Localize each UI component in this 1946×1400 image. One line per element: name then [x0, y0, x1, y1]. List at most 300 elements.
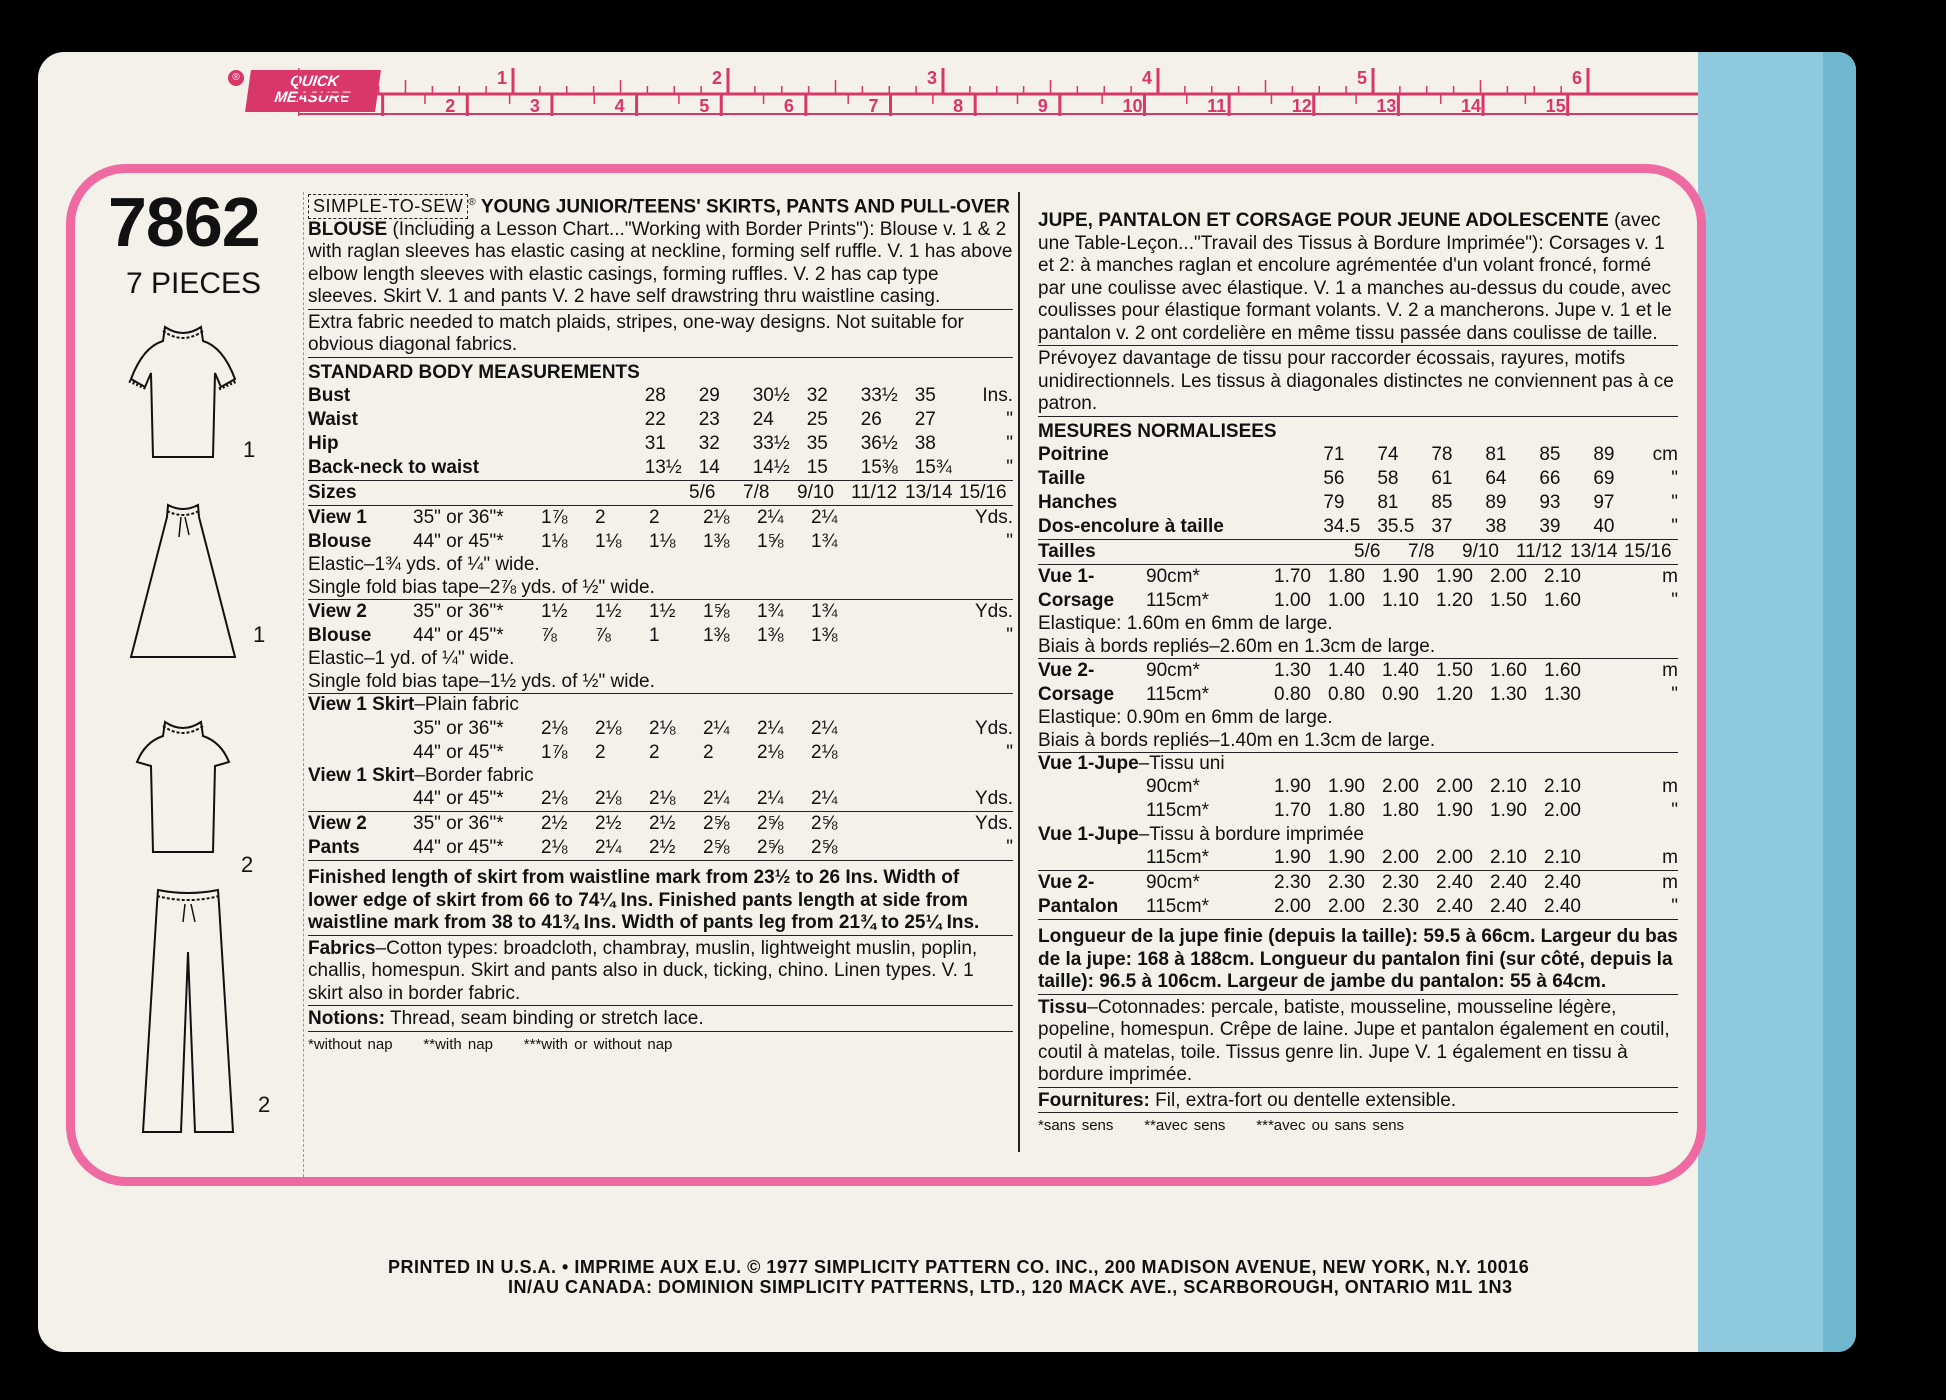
size-value: 1⅜ — [703, 531, 730, 553]
fabric-width: 115cm* — [1146, 589, 1210, 611]
size-value: 1⅞ — [541, 507, 568, 529]
fr-yardage-tables — [1038, 443, 1678, 920]
size-value: 2¼ — [595, 837, 622, 859]
ruler-cm-label: 1 — [360, 96, 371, 116]
size-value: 1.40 — [1382, 659, 1419, 681]
size-value: 1.80 — [1328, 800, 1365, 822]
size-value: 32 — [698, 433, 720, 455]
size-value: 2⅛ — [595, 788, 622, 810]
size-value: 2 — [703, 741, 714, 763]
blouse-view1-sketch — [123, 317, 243, 467]
size-value: 1.90 — [1382, 565, 1419, 587]
size-value: 2.10 — [1490, 776, 1527, 798]
size-value: 23 — [698, 409, 720, 431]
size-value: 2¼ — [703, 788, 730, 810]
unit: Yds. — [974, 601, 1013, 623]
size-value: 97 — [1593, 491, 1615, 513]
fabric-width: 115cm* — [1146, 846, 1210, 868]
en-description: SIMPLE-TO-SEW ® YOUNG JUNIOR/TEENS' SKIRTS, PANTS AND PULL-OVER BLOUSE (Including a Lesson Chart..."Working with Border Prints"): Blouse v. 1 & 2 with raglan sleeves has elastic casing at neckline, forming self ruffle. V. 1 has above elbow length sleeves with elastic casings, forming ruffles. V. 2 has cap type sleeves. Skirt V. 1 and pants V. 2 have self drawstring thru waistline casing. — [308, 192, 1013, 310]
size-header: 9/10 — [797, 482, 834, 504]
size-value: 2¼ — [757, 788, 784, 810]
row-label — [308, 741, 413, 765]
pants-view2-sketch — [133, 882, 243, 1142]
en-view2_blouse — [308, 600, 1013, 694]
unit: " — [1671, 515, 1678, 537]
fr-extra-fabric: Prévoyez davantage de tissu pour raccorder écossais, rayures, motifs unidirectionnels. Les tissus à diagonales distinctes ne conviennent pas à ce patron. — [1038, 348, 1678, 417]
table-row — [308, 717, 1013, 741]
size-value: 93 — [1539, 491, 1561, 513]
unit: " — [1671, 589, 1678, 611]
size-value: 2⅛ — [541, 717, 568, 739]
size-value: 1.00 — [1274, 589, 1311, 611]
fr-footnotes — [1038, 1115, 1678, 1138]
english-column — [308, 192, 1013, 1056]
en-notions-label: Notions: — [308, 1008, 386, 1030]
size-value: 29 — [698, 385, 720, 407]
size-value: 1.90 — [1490, 800, 1527, 822]
fr-vue1_jupe_uni-table — [1038, 776, 1678, 824]
size-value: 2 — [649, 507, 660, 529]
en-notions-text: Thread, seam binding or stretch lace. — [389, 1008, 704, 1030]
fr-description-text: (avec une Table-Leçon..."Travail des Tissus à Bordure Imprimée"): Corsages v. 1 et 2: à manches raglan et encolure agrémentée d'un volant froncé, formé par une coulisse avec élastique. V. 1 a manches au-dessus du coude, avec coulisses pour élastique formant volants. V. 2 a mancherons. Jupe v. 1 et le pantalon v. 2 ont cordelière en même tissu passée dans coulisse de taille. — [1038, 210, 1672, 344]
size-value: 2.30 — [1382, 871, 1419, 893]
size-value: 2½ — [541, 813, 568, 835]
en-sizes-table — [308, 481, 1013, 505]
unit: " — [1006, 837, 1013, 859]
size-value: 2¼ — [703, 717, 730, 739]
en-title: YOUNG JUNIOR/TEENS' SKIRTS, PANTS AND PULL-OVER BLOUSE — [308, 196, 1011, 240]
size-value: 2⅛ — [703, 507, 730, 529]
size-value: 2¼ — [811, 717, 838, 739]
yardage-note: Elastic–1 yd. of ¼" wide. — [308, 648, 515, 670]
section-heading — [1038, 824, 1678, 847]
size-value: 1.50 — [1490, 589, 1527, 611]
fabric-width: 35" or 36"* — [413, 507, 504, 529]
row-label — [1038, 846, 1146, 870]
table-row — [1038, 491, 1678, 515]
size-value: 1 — [649, 625, 660, 647]
size-value: 2⅝ — [703, 837, 730, 859]
fabric-width: 44" or 45"* — [413, 625, 504, 647]
size-value: 2.00 — [1382, 846, 1419, 868]
row-label: Vue 2- — [1038, 871, 1095, 893]
en-notions — [308, 1008, 1013, 1032]
row-label: Back-neck to waist — [308, 457, 480, 479]
size-value: 1⅜ — [811, 625, 838, 647]
size-value: 2⅛ — [649, 788, 676, 810]
table-row — [1038, 443, 1678, 467]
fr-notions-text: Fil, extra-fort ou dentelle extensible. — [1155, 1089, 1457, 1111]
french-column — [1038, 210, 1678, 1138]
ruler-cm-label: 9 — [1037, 96, 1048, 116]
unit: m — [1662, 776, 1678, 798]
heading-rest: –Border fabric — [414, 764, 534, 786]
table-row — [308, 408, 1013, 432]
table-row — [1038, 776, 1678, 800]
fr-description — [1038, 210, 1678, 346]
size-value: 1.60 — [1490, 659, 1527, 681]
table-row — [308, 787, 1013, 811]
quick-measure-ruler — [298, 66, 1698, 126]
footnote: **with nap — [423, 1035, 493, 1053]
row-label: Corsage — [1038, 683, 1115, 705]
unit: m — [1662, 871, 1678, 893]
unit: " — [1671, 895, 1678, 917]
blouse-view2-sketch — [123, 712, 243, 862]
ruler-cm-label: 11 — [1207, 96, 1227, 116]
size-value: 36½ — [860, 433, 898, 455]
size-value: 33½ — [752, 433, 790, 455]
size-value: 1⅛ — [541, 531, 568, 553]
registered-mark: ® — [228, 70, 244, 86]
size-value: 78 — [1431, 443, 1453, 465]
unit: Yds. — [974, 717, 1013, 739]
size-header: 9/10 — [1462, 540, 1499, 562]
size-value: 69 — [1593, 467, 1615, 489]
table-row — [308, 812, 1013, 836]
size-value: 38 — [914, 433, 936, 455]
table-row — [308, 384, 1013, 408]
size-value: 79 — [1323, 491, 1345, 513]
size-value: 2⅝ — [757, 813, 784, 835]
unit: " — [1006, 457, 1013, 479]
unit: " — [1006, 741, 1013, 763]
size-value: 2.00 — [1436, 776, 1473, 798]
size-value: 2⅝ — [703, 813, 730, 835]
size-value: 2⅛ — [595, 717, 622, 739]
row-label: Corsage — [1038, 589, 1115, 611]
size-value: 2.40 — [1490, 871, 1527, 893]
table-row — [1038, 589, 1678, 613]
ruler-cm-label: 3 — [529, 96, 540, 116]
unit: Ins. — [982, 385, 1013, 407]
en-view1_skirt_plain-table — [308, 717, 1013, 765]
ruler-cm-label: 7 — [868, 96, 879, 116]
size-value: 2½ — [595, 813, 622, 835]
size-value: 1.90 — [1328, 776, 1365, 798]
en-measurements-table — [308, 384, 1013, 480]
size-value: 15 — [806, 457, 828, 479]
table-row — [1038, 565, 1678, 589]
size-value: 1.30 — [1544, 683, 1581, 705]
size-header: 11/12 — [1516, 540, 1563, 562]
column-divider — [1018, 192, 1020, 1152]
fr-notions-label: Fournitures: — [1038, 1089, 1150, 1111]
table-row — [1038, 871, 1678, 895]
heading-bold: Vue 1-Jupe — [1038, 753, 1139, 774]
size-value: 1⅝ — [703, 601, 730, 623]
fabric-width: 115cm* — [1146, 895, 1210, 917]
simple-to-sew-logo: SIMPLE-TO-SEW — [308, 194, 468, 219]
ruler-cm-label: 14 — [1461, 96, 1482, 116]
size-value: 1.40 — [1328, 659, 1365, 681]
unit: Yds. — [974, 507, 1013, 529]
size-value: 15⅜ — [860, 457, 898, 479]
size-value: 22 — [644, 409, 666, 431]
en-view2_blouse-table — [308, 600, 1013, 648]
size-value: ⅞ — [541, 625, 557, 647]
fr-sizes-table — [1038, 540, 1678, 564]
table-row — [308, 456, 1013, 480]
ruler-cm-label: 10 — [1122, 96, 1143, 116]
size-value: 2.40 — [1436, 895, 1473, 917]
row-label: View 2 — [308, 813, 367, 835]
size-value: 2.00 — [1490, 565, 1527, 587]
fabric-width: 90cm* — [1146, 659, 1200, 681]
size-value: 2.00 — [1382, 776, 1419, 798]
table-row — [308, 530, 1013, 554]
size-value: 1.30 — [1274, 659, 1311, 681]
size-value: 0.80 — [1328, 683, 1365, 705]
size-value: 24 — [752, 409, 774, 431]
size-value: 2¼ — [811, 507, 838, 529]
table-row — [308, 481, 1013, 505]
row-label: Pants — [308, 837, 360, 859]
size-value: 1⅛ — [649, 531, 676, 553]
size-value: 38 — [1485, 515, 1507, 537]
size-header: 13/14 — [1570, 540, 1618, 562]
heading-rest: –Tissu uni — [1138, 753, 1225, 774]
size-value: 2⅛ — [541, 837, 568, 859]
table-row — [1038, 895, 1678, 919]
quick-text: QUICK — [288, 73, 340, 90]
size-value: 2.30 — [1382, 895, 1419, 917]
footnote: ***avec ou sans sens — [1256, 1117, 1405, 1134]
size-value: 85 — [1431, 491, 1453, 513]
row-label — [308, 717, 413, 741]
fr-fabrics-label: Tissu — [1038, 996, 1088, 1018]
size-value: 2⅝ — [811, 813, 838, 835]
size-value: 26 — [860, 409, 882, 431]
unit: Yds. — [974, 788, 1013, 810]
en-footnotes — [308, 1034, 1013, 1057]
view-label: 2 — [258, 1092, 271, 1117]
fr-finished: Longueur de la jupe finie (depuis la taille): 59.5 à 66cm. Largeur du bas de la jupe: 168 à 188cm. Longueur du pantalon fini (sur côté, depuis la taille): 96.5 à 106cm. Largeur de jambe du pantalon: 55 à 64cm. — [1038, 926, 1678, 995]
size-value: 2.30 — [1328, 871, 1365, 893]
row-label — [308, 787, 413, 811]
size-value: 2 — [649, 741, 660, 763]
size-value: 2.00 — [1544, 800, 1581, 822]
size-value: 0.90 — [1382, 683, 1419, 705]
heading-rest: –Plain fabric — [414, 694, 519, 716]
sizes-label: Tailles — [1038, 540, 1096, 562]
ruler-cm-label: 4 — [614, 96, 625, 116]
size-value: 61 — [1431, 467, 1453, 489]
style-number: 7862 — [108, 183, 260, 261]
size-value: 13½ — [644, 457, 682, 479]
row-label: View 1 — [308, 507, 367, 529]
en-fabrics-text: –Cotton types: broadcloth, chambray, muslin, lightweight muslin, poplin, challis, homespun. Skirt and pants also in duck, ticking, chino. Linen types. V. 1 skirt also in border fabric. — [308, 937, 978, 1004]
size-value: 81 — [1377, 491, 1399, 513]
ruler-cm-label: 13 — [1376, 96, 1397, 116]
row-label: Bust — [308, 385, 351, 407]
row-label: Pantalon — [1038, 895, 1119, 917]
row-label: Vue 2- — [1038, 659, 1095, 681]
table-row — [1038, 846, 1678, 870]
size-value: 1¾ — [757, 601, 784, 623]
unit: " — [1671, 683, 1678, 705]
size-value: 2¼ — [757, 507, 784, 529]
unit: Yds. — [974, 813, 1013, 835]
ruler-cm-label: 15 — [1545, 96, 1566, 116]
size-value: 66 — [1539, 467, 1561, 489]
section-heading — [308, 694, 1013, 717]
size-value: 2⅛ — [757, 741, 784, 763]
size-value: 2½ — [649, 837, 676, 859]
en-view2_pants — [308, 812, 1013, 861]
unit: " — [1006, 433, 1013, 455]
size-value: 1.20 — [1436, 589, 1473, 611]
size-value: 31 — [644, 433, 666, 455]
heading-bold: View 1 Skirt — [308, 764, 415, 786]
size-value: 2.00 — [1274, 895, 1311, 917]
size-value: 1.80 — [1328, 565, 1365, 587]
en-yardage-tables — [308, 384, 1013, 861]
size-value: 1⅝ — [757, 531, 784, 553]
sizes-label: Sizes — [308, 482, 357, 504]
size-value: 2.10 — [1490, 846, 1527, 868]
fabric-width: 44" or 45"* — [413, 531, 504, 553]
size-value: 2 — [595, 507, 606, 529]
footer-line-2: IN/AU CANADA: DOMINION SIMPLICITY PATTERNS, LTD., 120 MACK AVE., SCARBOROUGH, ONTARIO M1L 1N3 — [508, 1277, 1513, 1297]
fabric-width: 35" or 36"* — [413, 717, 504, 739]
size-value: 1⅞ — [541, 741, 568, 763]
size-value: 34.5 — [1323, 515, 1361, 537]
table-row — [1038, 800, 1678, 824]
ruler-inch-label: 5 — [1357, 68, 1368, 88]
size-value: 2¼ — [757, 717, 784, 739]
fabric-width: 44" or 45"* — [413, 837, 504, 859]
fr-vue1_jupe_uni — [1038, 753, 1678, 824]
footnote: ***with or without nap — [523, 1035, 673, 1053]
view-label: 1 — [253, 622, 266, 647]
size-value: 1.60 — [1544, 659, 1581, 681]
blue-tape-edge — [1823, 52, 1856, 1352]
size-value: 1½ — [649, 601, 676, 623]
unit: " — [1671, 467, 1678, 489]
size-value: 2 — [595, 741, 606, 763]
yardage-note: Biais à bords repliés–2.60m en 1.3cm de large. — [1038, 635, 1436, 657]
fr-fabrics — [1038, 997, 1678, 1088]
heading-bold: Vue 1-Jupe — [1038, 823, 1139, 845]
unit: " — [1671, 800, 1678, 822]
size-value: 81 — [1485, 443, 1507, 465]
skirt-view1-sketch — [123, 497, 243, 667]
row-label: Blouse — [308, 625, 372, 647]
fabric-width: 44" or 45"* — [413, 741, 504, 763]
size-value: 74 — [1377, 443, 1399, 465]
ruler-inch-label: 1 — [497, 68, 508, 88]
table-row — [1038, 659, 1678, 683]
yardage-note: Elastique: 1.60m en 6mm de large. — [1038, 613, 1333, 634]
en-view1_skirt_plain — [308, 694, 1013, 765]
size-value: 35 — [806, 433, 828, 455]
view-label: 1 — [243, 437, 256, 462]
size-value: 1.70 — [1274, 800, 1311, 822]
size-value: 64 — [1485, 467, 1507, 489]
pieces-count: 7 PIECES — [126, 267, 262, 300]
size-value: 1.90 — [1274, 846, 1311, 868]
size-header: 15/16 — [1624, 540, 1672, 562]
table-row — [1038, 683, 1678, 707]
table-row — [1038, 467, 1678, 491]
fabric-width: 115cm* — [1146, 800, 1210, 822]
size-header: 5/6 — [689, 482, 716, 504]
size-value: 40 — [1593, 515, 1615, 537]
size-value: 2¼ — [811, 788, 838, 810]
fr-notions — [1038, 1090, 1678, 1114]
fabric-width: 35" or 36"* — [413, 601, 504, 623]
footnote: **avec sens — [1144, 1117, 1226, 1134]
size-value: 1.90 — [1274, 776, 1311, 798]
en-view1_skirt_border-table — [308, 787, 1013, 811]
size-value: 2⅛ — [541, 788, 568, 810]
section-heading — [308, 765, 1013, 788]
blue-tape — [1698, 52, 1823, 1352]
en-view1_blouse — [308, 506, 1013, 600]
size-header: 15/16 — [959, 482, 1007, 504]
ruler-inch-label: 3 — [927, 68, 938, 88]
yardage-note: Elastique: 0.90m en 6mm de large. — [1038, 707, 1333, 728]
size-value: 1.80 — [1382, 800, 1419, 822]
en-view1_blouse-table — [308, 506, 1013, 554]
row-label: Hanches — [1038, 491, 1118, 513]
printer-footer — [388, 1257, 1529, 1297]
size-value: 1.30 — [1490, 683, 1527, 705]
size-value: 89 — [1485, 491, 1507, 513]
ruler-cm-label: 5 — [699, 96, 710, 116]
size-value: 2.00 — [1436, 846, 1473, 868]
row-label: Taille — [1038, 467, 1086, 489]
heading-bold: View 1 Skirt — [308, 694, 415, 716]
size-value: 32 — [806, 385, 828, 407]
fr-measurements-table — [1038, 443, 1678, 539]
fabric-width: 44" or 45"* — [413, 788, 504, 810]
en-view1_skirt_border — [308, 765, 1013, 813]
row-label: Vue 1- — [1038, 565, 1095, 587]
table-row — [308, 432, 1013, 456]
size-value: 39 — [1539, 515, 1561, 537]
footer-line-1: PRINTED IN U.S.A. • IMPRIME AUX E.U. © 1977 SIMPLICITY PATTERN CO. INC., 200 MADISON AVENUE, NEW YORK, N.Y. 10016 — [388, 1257, 1530, 1277]
size-value: 2.10 — [1544, 776, 1581, 798]
size-value: ⅞ — [595, 625, 611, 647]
unit: m — [1662, 846, 1678, 868]
size-value: 2⅝ — [811, 837, 838, 859]
en-view2_pants-table — [308, 812, 1013, 860]
unit: " — [1006, 531, 1013, 553]
pattern-envelope-back — [38, 52, 1856, 1352]
size-value: 2⅛ — [649, 717, 676, 739]
size-value: 1.60 — [1544, 589, 1581, 611]
size-value: 89 — [1593, 443, 1615, 465]
size-header: 5/6 — [1354, 540, 1381, 562]
measure-text: MEASURE — [273, 89, 351, 106]
size-value: 35.5 — [1377, 515, 1415, 537]
size-value: 58 — [1377, 467, 1399, 489]
row-label: Waist — [308, 409, 358, 431]
size-value: 1½ — [595, 601, 622, 623]
size-value: 1.20 — [1436, 683, 1473, 705]
fr-vue1_jupe_bordure-table — [1038, 846, 1678, 870]
table-row — [1038, 540, 1678, 564]
size-value: 1½ — [541, 601, 568, 623]
size-value: 2⅛ — [811, 741, 838, 763]
size-value: 1.10 — [1382, 589, 1419, 611]
size-value: 15¾ — [914, 457, 952, 479]
size-value: 0.80 — [1274, 683, 1311, 705]
fr-title: JUPE, PANTALON ET CORSAGE POUR JEUNE ADOLESCENTE — [1038, 210, 1609, 231]
size-value: 1.70 — [1274, 565, 1311, 587]
